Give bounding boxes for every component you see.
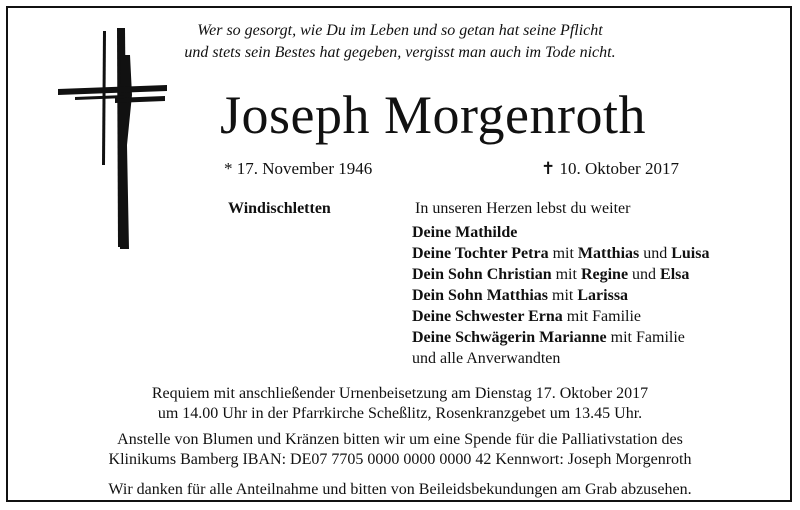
mourner-name: Deine Tochter Petra [412, 245, 549, 262]
quote-line: und stets sein Bestes hat gegeben, vergisst man auch im Tode nicht. [184, 44, 616, 61]
hometown: Windischletten [228, 200, 331, 217]
donation-info [0, 430, 800, 470]
mourner-line [412, 243, 709, 264]
mourners-intro: In unseren Herzen lebst du weiter [415, 200, 631, 217]
mourner-connector: mit Familie [562, 308, 642, 325]
mourner-name: Larissa [577, 287, 629, 304]
mourner-name: Deine Schwester Erna [412, 308, 563, 325]
mourner-line [412, 306, 709, 327]
mourner-name: Deine Schwägerin Marianne [412, 329, 607, 346]
mourner-connector: mit [548, 245, 578, 262]
mourner-line [412, 264, 709, 285]
mourner-name: Luisa [671, 245, 710, 262]
deceased-name: Joseph Morgenroth [220, 85, 646, 145]
mourner-name: Elsa [660, 266, 690, 283]
mourner-connector: und [639, 245, 672, 262]
service-info [0, 384, 800, 424]
mourner-connector: mit [551, 266, 581, 283]
service-line: Requiem mit anschließender Urnenbeisetzung am Dienstag 17. Oktober 2017 [151, 385, 649, 402]
birth-date: * 17. November 1946 [224, 159, 373, 178]
mourner-name: Regine [580, 266, 629, 283]
mourner-name: Dein Sohn Matthias [412, 287, 549, 304]
mourner-line [412, 348, 709, 369]
donation-line: Klinikums Bamberg IBAN: DE07 7705 0000 0000 0000 42 Kennwort: Joseph Morgenroth [108, 451, 692, 468]
mourner-line [412, 222, 709, 243]
death-date: ✝ 10. Oktober 2017 [541, 159, 679, 178]
donation-line: Anstelle von Blumen und Kränzen bitten wir um eine Spende für die Palliativstation des [117, 431, 683, 448]
mourner-connector: und [628, 266, 661, 283]
service-line: um 14.00 Uhr in der Pfarrkirche Scheßlitz, Rosenkranzgebet um 13.45 Uhr. [157, 405, 643, 422]
mourner-line [412, 327, 709, 348]
mourner-connector: und alle Anverwandten [412, 350, 561, 367]
mourner-name: Deine Mathilde [412, 224, 518, 241]
mourner-name: Matthias [577, 245, 640, 262]
closing-note: Wir danken für alle Anteilnahme und bitten von Beileidsbekundungen am Grab abzusehen. [108, 481, 692, 498]
mourner-line [412, 285, 709, 306]
mourner-name: Dein Sohn Christian [412, 266, 552, 283]
mourner-connector: mit [548, 287, 578, 304]
epitaph-quote [0, 20, 800, 64]
mourner-connector: mit Familie [606, 329, 685, 346]
quote-line: Wer so gesorgt, wie Du im Leben und so getan hat seine Pflicht [197, 22, 603, 39]
mourners-list [412, 222, 709, 369]
